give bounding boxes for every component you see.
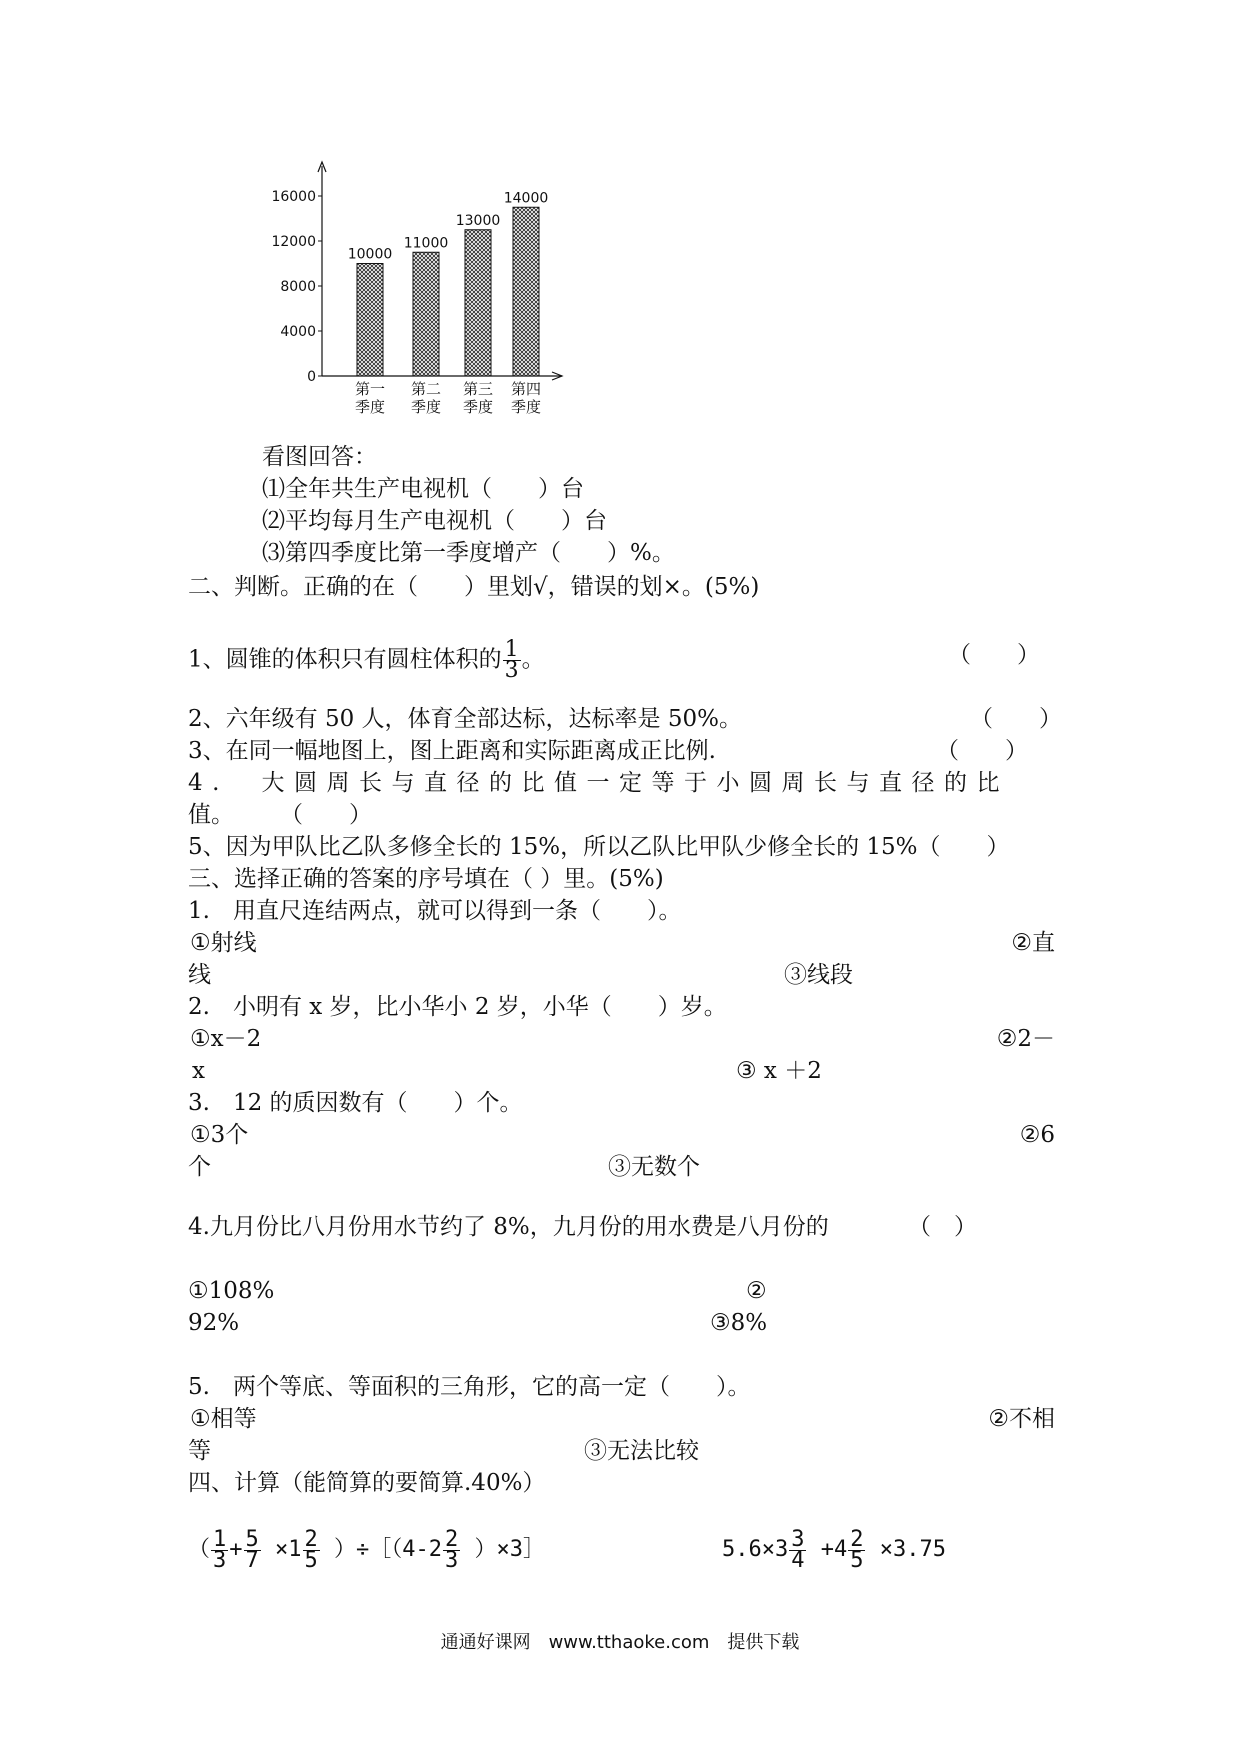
option-text: 不 <box>1009 1406 1032 1432</box>
section3-q1: 1. 用直尺连结两点，就可以得到一条（ ）。 <box>188 898 682 924</box>
bar-value-label: 10000 <box>347 246 393 263</box>
option-marker: ② <box>996 1026 1018 1052</box>
section3-q4-option-2-value: 92% <box>188 1310 240 1336</box>
option-text: 2 <box>246 1026 262 1052</box>
option-text: － <box>1032 1026 1055 1052</box>
section2-q1 <box>188 637 545 683</box>
bar <box>413 252 439 376</box>
section3-q5: 5. 两个等底、等面积的三角形，它的高一定（ ）。 <box>188 1374 751 1400</box>
y-tick-label: 16000 <box>271 189 316 205</box>
fraction <box>244 1526 261 1573</box>
fraction-numerator: 5 <box>245 1526 259 1552</box>
y-tick-label: 4000 <box>280 324 316 340</box>
bar-value-label: 14000 <box>503 190 549 207</box>
section3-q4: 4.九月份比八月份用水节约了 8%，九月份的用水费是八月份的 <box>188 1214 829 1240</box>
bar <box>357 264 383 377</box>
option-marker: ② <box>1019 1122 1041 1148</box>
x-category-label: 第一 <box>354 380 386 398</box>
expr-text: ）×3］ <box>474 1537 545 1562</box>
x-category-label: 季度 <box>354 398 386 416</box>
section3-q4-option-3: ③8% <box>710 1310 768 1336</box>
expr-text: ×3.75 <box>879 1537 946 1562</box>
expr-text: ）÷［（4-2 <box>334 1537 442 1562</box>
option-text: 直 <box>1032 930 1055 956</box>
chart-questions-intro: 看图回答： <box>262 444 377 470</box>
section3-q2: 2. 小明有 x 岁，比小华小 2 岁，小华（ ）岁。 <box>188 994 727 1020</box>
chart-question-1: ⑴全年共生产电视机（ ）台 <box>262 476 584 502</box>
x-category-label: 季度 <box>410 398 442 416</box>
expr-text: （ <box>188 1537 211 1562</box>
option-marker: ② <box>1011 930 1032 956</box>
section3-q2-options-row <box>190 1024 1055 1054</box>
fraction-numerator: 3 <box>791 1526 805 1552</box>
x-category-label: 第二 <box>410 380 442 398</box>
x-category-label: 第三 <box>462 380 494 398</box>
section2-q4-line1: 4. 大圆周长与直径的比值一定等于小圆周长与直径的比 <box>188 770 1009 796</box>
option-marker: ① <box>190 1406 211 1432</box>
x-category-label: 季度 <box>462 398 494 416</box>
section3-q5-option-3: ③无法比较 <box>584 1438 699 1464</box>
calc-expression-2 <box>722 1528 946 1572</box>
fraction-numerator: 2 <box>304 1526 318 1552</box>
x-category-label: 第四 <box>510 380 542 398</box>
chart-question-3: ⑶第四季度比第一季度增产（ ）%。 <box>262 540 675 566</box>
section3-q4-option-1: ①108% <box>188 1278 275 1304</box>
section2-heading: 二、判断。正确的在（ ）里划√，错误的划×。(5%) <box>188 574 760 600</box>
footer-credit: 通通好课网 www.tthaoke.com 提供下载 <box>440 1632 800 1653</box>
section3-q4-option-2-marker: ② <box>746 1278 767 1304</box>
section2-q5: 5、因为甲队比乙队多修全长的 15%，所以乙队比甲队少修全长的 15%（ ） <box>188 834 1010 860</box>
fraction-numerator: 1 <box>213 1526 227 1552</box>
option-text: 相 <box>1032 1406 1055 1432</box>
bar-value-label: 11000 <box>403 235 449 252</box>
section3-q3: 3. 12 的质因数有（ ）个。 <box>188 1090 523 1116</box>
fraction <box>211 1526 228 1573</box>
bar <box>513 207 539 376</box>
option-text: 相 <box>210 1406 234 1432</box>
bar-chart <box>262 160 602 430</box>
section3-q5-option-wrap: 等 <box>188 1438 211 1464</box>
fraction-denominator: 7 <box>245 1547 259 1573</box>
fraction-denominator: 5 <box>850 1547 864 1573</box>
section3-q1-option-wrap: 线 <box>188 962 211 988</box>
section3-q2-option-3: ③ x ＋2 <box>736 1058 822 1084</box>
y-tick-label: 12000 <box>271 234 316 250</box>
section2-q3: 3、在同一幅地图上，图上距离和实际距离成正比例. <box>188 738 716 764</box>
chart-question-2: ⑵平均每月生产电视机（ ）台 <box>262 508 607 534</box>
option-text: 2 <box>1017 1026 1032 1052</box>
y-tick-label: 0 <box>307 369 316 385</box>
section2-q2-answer-paren[interactable]: （ ） <box>970 706 1062 732</box>
option-marker: ① <box>190 930 211 956</box>
section3-q2-option-wrap: x <box>192 1058 205 1084</box>
fraction-denominator: 3 <box>213 1547 227 1573</box>
x-category-label: 季度 <box>510 398 542 416</box>
fraction-denominator: 5 <box>304 1547 318 1573</box>
fraction-numerator: 2 <box>445 1526 459 1552</box>
option-text: 6 <box>1040 1122 1055 1148</box>
y-tick-label: 8000 <box>280 279 316 295</box>
section2-q4-line2: 值。 （ ） <box>188 802 372 828</box>
section4-heading: 四、计算（能简算的要简算.40%） <box>188 1470 546 1496</box>
section3-q4-answer-paren[interactable]: （ ） <box>908 1214 977 1240</box>
fraction-denominator: 3 <box>445 1547 459 1573</box>
expr-text: 5.6×3 <box>722 1537 789 1562</box>
fraction <box>443 1526 460 1573</box>
fraction-denominator: 4 <box>791 1547 805 1573</box>
option-text: － <box>223 1026 247 1052</box>
option-text: 3 <box>210 1122 226 1148</box>
option-text: 个 <box>225 1122 249 1148</box>
section3-q3-option-3: ③无数个 <box>608 1154 700 1180</box>
bar-value-label: 13000 <box>455 212 501 229</box>
expr-text: ×1 <box>275 1537 302 1562</box>
section3-q5-options-row <box>190 1404 1055 1434</box>
section3-q3-option-wrap: 个 <box>188 1154 211 1180</box>
fraction <box>848 1526 865 1573</box>
section2-q1-end: 。 <box>521 646 545 673</box>
section3-q3-options-row <box>190 1120 1055 1150</box>
section2-q1-answer-paren[interactable]: （ ） <box>948 642 1040 668</box>
option-text: x <box>210 1026 224 1052</box>
section2-q2: 2、六年级有 50 人，体育全部达标，达标率是 50%。 <box>188 706 742 732</box>
option-marker: ① <box>190 1026 211 1052</box>
option-text: 线 <box>233 930 257 956</box>
fraction <box>789 1526 806 1573</box>
section2-q1-text: 1、圆锥的体积只有圆柱体积的 <box>188 646 502 673</box>
section3-q1-option-3: ③线段 <box>784 962 853 988</box>
option-marker: ① <box>190 1122 211 1148</box>
expr-text: +4 <box>820 1537 848 1562</box>
calc-expression-1 <box>188 1528 545 1572</box>
section3-heading: 三、选择正确的答案的序号填在（ ）里。(5%) <box>188 866 664 892</box>
fraction-numerator: 1 <box>504 637 519 662</box>
fraction <box>503 637 521 683</box>
option-text: 等 <box>233 1406 257 1432</box>
option-text: 射 <box>210 930 234 956</box>
section3-q1-options-row <box>190 928 1055 958</box>
section2-q3-answer-paren[interactable]: （ ） <box>936 738 1028 764</box>
option-marker: ② <box>988 1406 1009 1432</box>
fraction <box>303 1526 320 1573</box>
expr-text: + <box>229 1537 243 1562</box>
bar <box>465 230 491 376</box>
fraction-denominator: 3 <box>504 658 519 683</box>
fraction-numerator: 2 <box>850 1526 864 1552</box>
